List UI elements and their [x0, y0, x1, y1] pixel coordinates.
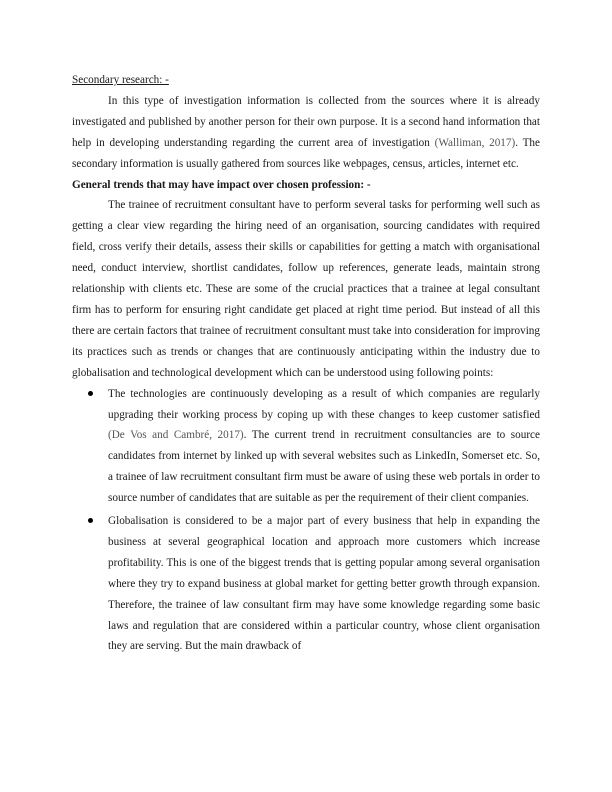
secondary-research-paragraph: [72, 91, 540, 175]
trends-bullet-list: [72, 384, 540, 658]
bullet-technology-text-a: The technologies are continuously developing as a result of which companies are regularly upgrading their working process by coping up with these changes to keep customer satisfied: [108, 387, 540, 421]
trends-heading: General trends that may have impact over chosen profession: -: [72, 178, 371, 191]
bullet-globalisation-text: Globalisation is considered to be a major part of every business that help in expanding the business at several geographical location and approach more customers which increase profitability. This is one of the biggest trends that is getting popular among several organisation where they try to expand business at global market for getting better growth through expansion. Therefore, the trainee of law consultant firm may have some knowledge regarding some basic laws and regulation that are considered within a particular country, whose client organisation they are serving. But the main drawback of: [108, 515, 540, 653]
bullet-icon: [88, 518, 93, 523]
secondary-para-text-b: . The secondary information is usually gathered from sources like webpages, census, articles, internet etc.: [72, 136, 540, 170]
bullet-technology-text-b: . The current trend in recruitment consultancies are to source candidates from internet by linked up with several websites such as LinkedIn, Somerset etc. So, a trainee of law recruitment consultant firm must be aware of using these web portals in order to source number of candidates that are suitable as per the requirement of their client companies.: [108, 429, 540, 505]
bullet-icon: [88, 391, 93, 396]
list-item-globalisation: [72, 511, 540, 657]
trends-intro-paragraph: The trainee of recruitment consultant have to perform several tasks for performing well such as getting a clear view regarding the hiring need of an organisation, sourcing candidates with required field, cross verify their details, assess their skills or capabilities for getting a match with organisational need, conduct interview, shortlist candidates, follow up references, generate leads, maintain strong relationship with clients etc. These are some of the crucial practices that a trainee at legal consultant firm has to perform for ensuring right candidate get placed at right time period. But instead of all this there are certain factors that trainee of recruitment consultant must take into consideration for improving its practices such as trends or changes that are continuously anticipating within the industry due to globalisation and technological development which can be understood using following points:: [72, 199, 540, 379]
document-body: [72, 70, 540, 659]
secondary-research-heading: [72, 70, 540, 91]
citation-de-vos-cambre: (De Vos and Cambré, 2017): [108, 429, 244, 442]
secondary-research-heading-text: Secondary research: -: [72, 74, 169, 86]
secondary-para-text-a: In this type of investigation information is collected from the sources where it is already investigated and published by another person for their own purpose. It is a second hand information that help in developing understanding regarding the current area of investigation: [72, 94, 540, 149]
citation-walliman: (Walliman, 2017): [434, 136, 516, 149]
list-item-technology: [72, 384, 540, 509]
